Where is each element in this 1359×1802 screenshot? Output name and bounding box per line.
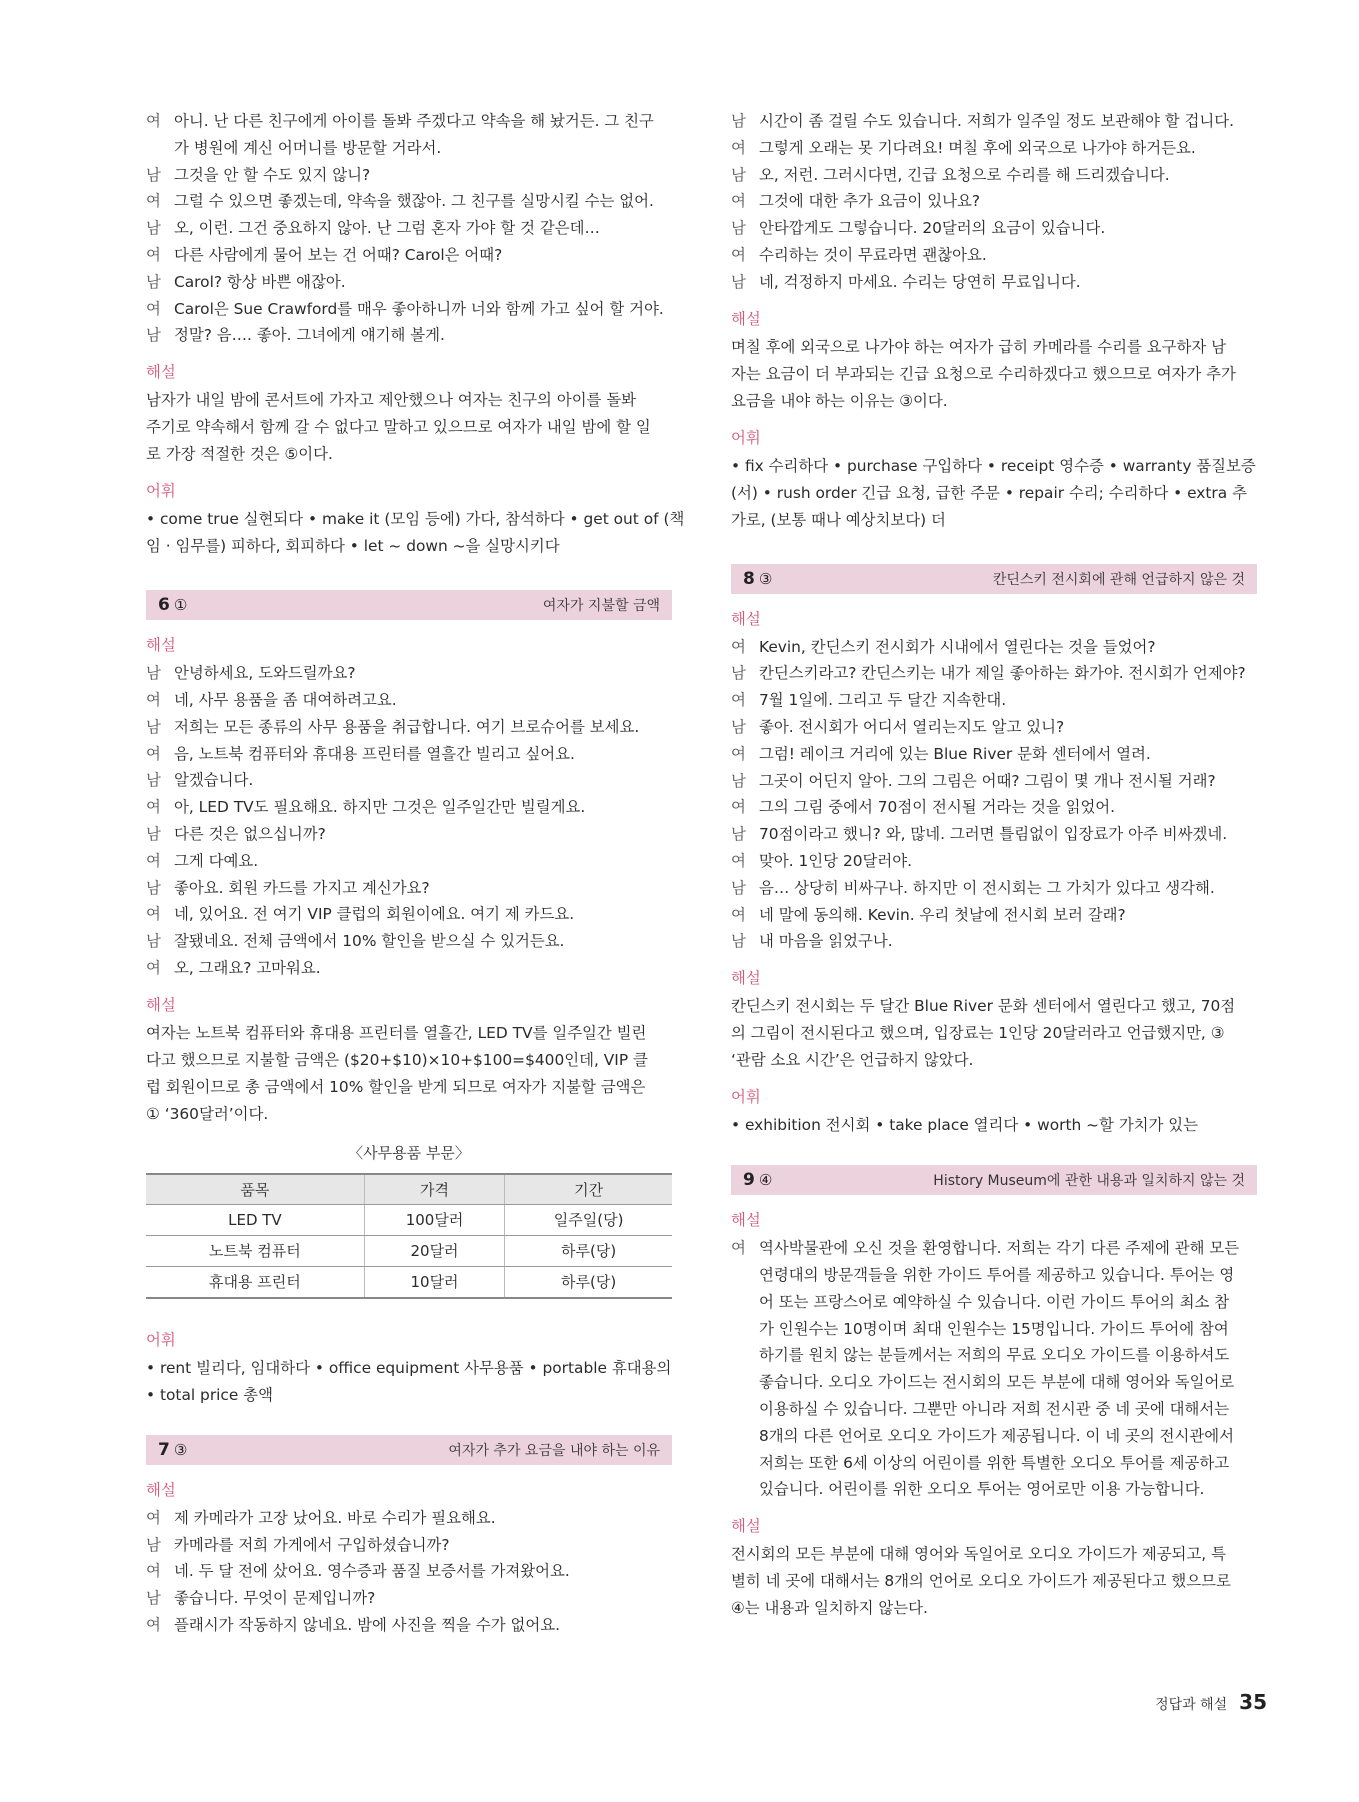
right-column bbox=[731, 108, 1257, 1622]
text-line: 로 가장 적절한 것은 ⑤이다. bbox=[146, 445, 333, 464]
speaker-label: 남 bbox=[146, 932, 161, 951]
dialogue-text: 8개의 다른 언어로 오디오 가이드가 제공됩니다. 이 네 곳의 전시관에서 bbox=[759, 1426, 1235, 1445]
speaker-label: 여 bbox=[731, 637, 746, 656]
question-9-topic: History Museum에 관한 내용과 일치하지 않는 것 bbox=[933, 1173, 1245, 1190]
office-supplies-table bbox=[146, 1173, 672, 1299]
table-cell: 일주일(당) bbox=[505, 1204, 672, 1235]
dialogue-line bbox=[731, 269, 1257, 296]
dialogue-text: 시간이 좀 걸릴 수도 있습니다. 저희가 일주일 정도 보관해야 할 겁니다. bbox=[759, 112, 1234, 130]
speaker-label: 남 bbox=[146, 1535, 161, 1554]
dialogue-text: 내 마음을 읽었구나. bbox=[759, 932, 893, 951]
dialogue-line bbox=[146, 108, 672, 135]
dialogue-5 bbox=[146, 108, 672, 349]
dialogue-text: 오, 그래요? 고마워요. bbox=[174, 958, 321, 977]
text-line: • fix 수리하다 • purchase 구입하다 • receipt 영수증 • warranty 품질보증 bbox=[731, 456, 1256, 475]
dialogue-text: 정말? 음…. 좋아. 그녀에게 얘기해 볼게. bbox=[174, 326, 445, 345]
explanation-label: 해설 bbox=[731, 969, 761, 988]
dialogue-line bbox=[146, 269, 672, 296]
speaker-label: 남 bbox=[731, 664, 746, 683]
dialogue-line bbox=[731, 1450, 1257, 1477]
text-line: 의 그림이 전시된다고 했으며, 입장료는 1인당 20달러라고 언급했지만, ③ bbox=[731, 1024, 1225, 1043]
speaker-label: 여 bbox=[146, 1508, 161, 1527]
footer-label: 정답과 해설 bbox=[1155, 1697, 1228, 1713]
text-line: 임 · 임무를) 피하다, 회피하다 • let ~ down ~을 실망시키다 bbox=[146, 537, 560, 556]
text-line: • come true 실현되다 • make it (모임 등에) 가다, 참석하다 • get out of (책 bbox=[146, 510, 685, 529]
dialogue-line bbox=[146, 955, 672, 982]
table-cell: 10달러 bbox=[364, 1266, 504, 1298]
dialogue-text: 다른 사람에게 물어 보는 건 어때? Carol은 어때? bbox=[174, 245, 503, 264]
dialogue-text: 그것을 안 할 수도 있지 않니? bbox=[174, 165, 371, 184]
speaker-label: 여 bbox=[731, 744, 746, 763]
dialogue-line bbox=[731, 242, 1257, 269]
dialogue-line bbox=[146, 687, 672, 714]
text-line: • exhibition 전시회 • take place 열리다 • worth ~할 가치가 있는 bbox=[731, 1116, 1199, 1135]
question-8-topic: 칸딘스키 전시회에 관해 언급하지 않은 것 bbox=[992, 571, 1245, 588]
speaker-label: 남 bbox=[731, 219, 746, 238]
question-6-header bbox=[146, 590, 672, 620]
dialogue-text: 좋습니다. 오디오 가이드는 전시회의 모든 부분에 대해 영어와 독일어로 bbox=[759, 1373, 1235, 1392]
text-line: 주기로 약속해서 함께 갈 수 없다고 말하고 있으므로 여자가 내일 밤에 할 일 bbox=[146, 418, 651, 437]
dialogue-line bbox=[146, 901, 672, 928]
vocab-label: 어휘 bbox=[146, 482, 176, 501]
speaker-label: 여 bbox=[146, 690, 161, 709]
dialogue-text: 저희는 또한 6세 이상의 어린이를 위한 특별한 오디오 투어를 제공하고 bbox=[759, 1453, 1230, 1472]
text-line: 며칠 후에 외국으로 나가야 하는 여자가 급히 카메라를 수리를 요구하자 남 bbox=[731, 337, 1226, 356]
speaker-label: 여 bbox=[146, 744, 161, 763]
dialogue-line bbox=[146, 660, 672, 687]
vocab-5 bbox=[146, 506, 685, 560]
text-line: 다고 했으므로 지불할 금액은 ($20+$10)×10+$100=$400인데, VIP 클 bbox=[146, 1050, 648, 1069]
dialogue-text: 수리하는 것이 무료라면 괜찮아요. bbox=[759, 245, 987, 264]
dialogue-text: 네, 사무 용품을 좀 대여하려고요. bbox=[174, 690, 397, 709]
dialogue-line bbox=[146, 848, 672, 875]
dialogue-text: 연령대의 방문객들을 위한 가이드 투어를 제공하고 있습니다. 투어는 영 bbox=[759, 1265, 1235, 1284]
dialogue-text: 그렇게 오래는 못 기다려요! 며칠 후에 외국으로 나가야 하거든요. bbox=[759, 138, 1196, 157]
text-line: 가로, (보통 때나 예상치보다) 더 bbox=[731, 510, 946, 529]
dialogue-line bbox=[731, 162, 1257, 189]
question-7-header bbox=[146, 1435, 672, 1465]
speaker-label: 남 bbox=[146, 878, 161, 897]
table-cell: 휴대용 프린터 bbox=[146, 1266, 364, 1298]
dialogue-text: 음… 상당히 비싸구나. 하지만 이 전시회는 그 가치가 있다고 생각해. bbox=[759, 878, 1215, 897]
dialogue-9 bbox=[731, 1235, 1257, 1503]
vocab-label: 어휘 bbox=[146, 1330, 176, 1349]
dialogue-line bbox=[731, 928, 1257, 955]
dialogue-text: 7월 1일에. 그리고 두 달간 지속한대. bbox=[759, 691, 1007, 710]
speaker-label: 여 bbox=[146, 905, 161, 924]
dialogue-text: 70점이라고 했니? 와, 많네. 그러면 틀림없이 입장료가 아주 비싸겠네. bbox=[759, 825, 1228, 844]
left-column bbox=[146, 108, 685, 1639]
dialogue-text: 좋아요. 회원 카드를 가지고 계신가요? bbox=[174, 878, 430, 897]
explanation-8 bbox=[731, 993, 1257, 1074]
dialogue-text: 네, 걱정하지 마세요. 수리는 당연히 무료입니다. bbox=[759, 272, 1081, 291]
table-cell: 하루(당) bbox=[505, 1266, 672, 1298]
dialogue-text: 가 병원에 계신 어머니를 방문할 거라서. bbox=[174, 138, 442, 157]
question-6-topic: 여자가 지불할 금액 bbox=[542, 598, 660, 615]
dialogue-text: 네 말에 동의해. Kevin. 우리 첫날에 전시회 보러 갈래? bbox=[759, 905, 1126, 924]
dialogue-line bbox=[731, 902, 1257, 929]
page-footer bbox=[1155, 1690, 1267, 1714]
table-row bbox=[146, 1266, 672, 1298]
speaker-label: 여 bbox=[731, 905, 746, 924]
dialogue-text: 오, 저런. 그러시다면, 긴급 요청으로 수리를 해 드리겠습니다. bbox=[759, 165, 1170, 184]
speaker-label: 남 bbox=[146, 824, 161, 843]
dialogue-line bbox=[731, 1289, 1257, 1316]
dialogue-line bbox=[731, 875, 1257, 902]
speaker-label: 여 bbox=[146, 245, 161, 264]
dialogue-line bbox=[146, 242, 672, 269]
question-7-topic: 여자가 추가 요금을 내야 하는 이유 bbox=[448, 1442, 660, 1459]
speaker-label: 여 bbox=[146, 1615, 161, 1634]
speaker-label: 남 bbox=[146, 165, 161, 184]
explanation-label: 해설 bbox=[146, 995, 176, 1014]
text-line: 럽 회원이므로 총 금액에서 10% 할인을 받게 되므로 여자가 지불할 금액은 bbox=[146, 1077, 646, 1096]
dialogue-line bbox=[731, 660, 1257, 687]
speaker-label: 여 bbox=[146, 798, 161, 817]
vocab-7 bbox=[731, 453, 1257, 534]
dialogue-line bbox=[731, 687, 1257, 714]
speaker-label: 남 bbox=[731, 272, 746, 291]
table-header: 기간 bbox=[505, 1174, 672, 1205]
dialogue-line bbox=[731, 135, 1257, 162]
dialogue-text: 칸딘스키라고? 칸딘스키는 내가 제일 좋아하는 화가야. 전시회가 언제야? bbox=[759, 664, 1246, 683]
text-line: 남자가 내일 밤에 콘서트에 가자고 제안했으나 여자는 친구의 아이를 돌봐 bbox=[146, 391, 637, 410]
dialogue-text: 플래시가 작동하지 않네요. 밤에 사진을 찍을 수가 없어요. bbox=[174, 1615, 560, 1634]
dialogue-text: 안타깝게도 그렇습니다. 20달러의 요금이 있습니다. bbox=[759, 219, 1106, 238]
dialogue-text: 이용하실 수 있습니다. 그뿐만 아니라 저희 전시관 중 네 곳에 대해서는 bbox=[759, 1399, 1230, 1418]
dialogue-line bbox=[731, 1396, 1257, 1423]
dialogue-text: 제 카메라가 고장 났어요. 바로 수리가 필요해요. bbox=[174, 1508, 496, 1527]
dialogue-text: 카메라를 저희 가게에서 구입하셨습니까? bbox=[174, 1535, 450, 1554]
page-number: 35 bbox=[1239, 1690, 1267, 1714]
dialogue-line bbox=[731, 188, 1257, 215]
speaker-label: 여 bbox=[146, 299, 161, 318]
speaker-label: 남 bbox=[731, 165, 746, 184]
speaker-label: 남 bbox=[146, 717, 161, 736]
dialogue-line bbox=[731, 821, 1257, 848]
speaker-label: 남 bbox=[146, 771, 161, 790]
question-6-number: 6 ① bbox=[158, 595, 188, 616]
speaker-label: 남 bbox=[731, 717, 746, 736]
dialogue-text: 그곳이 어딘지 알아. 그의 그림은 어때? 그림이 몇 개나 전시될 거래? bbox=[759, 771, 1216, 790]
dialogue-text: 안녕하세요, 도와드릴까요? bbox=[174, 664, 356, 683]
speaker-label: 남 bbox=[146, 1589, 161, 1608]
text-line: ④는 내용과 일치하지 않는다. bbox=[731, 1599, 928, 1618]
dialogue-text: 저희는 모든 종류의 사무 용품을 취급합니다. 여기 브로슈어를 보세요. bbox=[174, 717, 640, 736]
dialogue-line bbox=[731, 1423, 1257, 1450]
explanation-7 bbox=[731, 334, 1257, 415]
explanation-label: 해설 bbox=[146, 1480, 176, 1499]
dialogue-text: 역사박물관에 오신 것을 환영합니다. 저희는 각기 다른 주제에 관해 모든 bbox=[759, 1239, 1240, 1258]
table-cell: 100달러 bbox=[364, 1204, 504, 1235]
dialogue-line bbox=[731, 215, 1257, 242]
dialogue-text: 그럴 수 있으면 좋겠는데, 약속을 했잖아. 그 친구를 실망시킬 수는 없어. bbox=[174, 192, 654, 211]
explanation-label: 해설 bbox=[731, 309, 761, 328]
dialogue-text: 좋아. 전시회가 어디서 열리는지도 알고 있니? bbox=[759, 717, 1065, 736]
speaker-label: 남 bbox=[146, 664, 161, 683]
dialogue-line bbox=[146, 875, 672, 902]
speaker-label: 여 bbox=[731, 192, 746, 211]
text-line: 여자는 노트북 컴퓨터와 휴대용 프린터를 열흘간, LED TV를 일주일간 빌린 bbox=[146, 1023, 647, 1042]
vocab-label: 어휘 bbox=[731, 428, 761, 447]
dialogue-text: 맞아. 1인당 20달러야. bbox=[759, 851, 913, 870]
table-cell: 노트북 컴퓨터 bbox=[146, 1235, 364, 1266]
speaker-label: 여 bbox=[731, 851, 746, 870]
vocab-8 bbox=[731, 1112, 1257, 1139]
dialogue-text: 다른 것은 없으십니까? bbox=[174, 824, 326, 843]
table-caption: 〈사무용품 부문〉 bbox=[348, 1143, 470, 1162]
explanation-label: 해설 bbox=[146, 363, 176, 382]
dialogue-text: 하기를 원치 않는 분들께서는 저희의 무료 오디오 가이드를 이용하셔도 bbox=[759, 1346, 1230, 1365]
text-line: 요금을 내야 하는 이유는 ③이다. bbox=[731, 391, 948, 410]
dialogue-7b bbox=[731, 108, 1257, 296]
speaker-label: 남 bbox=[146, 326, 161, 345]
text-line: 자는 요금이 더 부과되는 긴급 요청으로 수리하겠다고 했으므로 여자가 추가 bbox=[731, 364, 1236, 383]
dialogue-text: 그의 그림 중에서 70점이 전시될 거라는 것을 읽었어. bbox=[759, 798, 1116, 817]
explanation-label: 해설 bbox=[731, 1211, 761, 1230]
table-header: 품목 bbox=[146, 1174, 364, 1205]
dialogue-line bbox=[146, 296, 672, 323]
dialogue-text: 그것에 대한 추가 요금이 있나요? bbox=[759, 192, 981, 211]
explanation-label: 해설 bbox=[731, 1517, 761, 1536]
dialogue-line bbox=[731, 634, 1257, 661]
dialogue-line bbox=[146, 188, 672, 215]
speaker-label: 남 bbox=[731, 771, 746, 790]
dialogue-line bbox=[146, 767, 672, 794]
dialogue-text: 아니. 난 다른 친구에게 아이를 돌봐 주겠다고 약속을 해 놨거든. 그 친구 bbox=[174, 112, 654, 130]
table-cell: 20달러 bbox=[364, 1235, 504, 1266]
speaker-label: 여 bbox=[731, 798, 746, 817]
dialogue-line bbox=[731, 848, 1257, 875]
dialogue-text: 음, 노트북 컴퓨터와 휴대용 프린터를 열흘간 빌리고 싶어요. bbox=[174, 744, 575, 763]
dialogue-text: 잘됐네요. 전체 금액에서 10% 할인을 받으실 수 있거든요. bbox=[174, 932, 565, 951]
dialogue-text: 어 또는 프랑스어로 예약하실 수 있습니다. 이런 가이드 투어의 최소 참 bbox=[759, 1292, 1230, 1311]
dialogue-text: 네, 있어요. 전 여기 VIP 클럽의 회원이에요. 여기 제 카드요. bbox=[174, 905, 575, 924]
dialogue-line bbox=[146, 794, 672, 821]
dialogue-line bbox=[731, 794, 1257, 821]
dialogue-text: Carol? 항상 바쁜 애잖아. bbox=[174, 272, 346, 291]
speaker-label: 남 bbox=[731, 112, 746, 130]
question-9-header bbox=[731, 1165, 1257, 1195]
dialogue-text: 그게 다예요. bbox=[174, 851, 259, 870]
dialogue-line bbox=[146, 215, 672, 242]
dialogue-text: 그럼! 레이크 거리에 있는 Blue River 문화 센터에서 열려. bbox=[759, 744, 1151, 763]
vocab-6 bbox=[146, 1355, 672, 1409]
dialogue-line bbox=[731, 741, 1257, 768]
explanation-6 bbox=[146, 1020, 672, 1128]
dialogue-line bbox=[146, 1612, 672, 1639]
dialogue-line bbox=[146, 1505, 672, 1532]
speaker-label: 남 bbox=[146, 272, 161, 291]
dialogue-line bbox=[146, 821, 672, 848]
text-line: ‘관람 소요 시간’은 언급하지 않았다. bbox=[731, 1051, 974, 1070]
text-line: 칸딘스키 전시회는 두 달간 Blue River 문화 센터에서 열린다고 했고, 70점 bbox=[731, 997, 1236, 1016]
dialogue-line bbox=[731, 1316, 1257, 1343]
dialogue-text: 네. 두 달 전에 샀어요. 영수증과 품질 보증서를 가져왔어요. bbox=[174, 1562, 570, 1581]
speaker-label: 여 bbox=[146, 958, 161, 977]
question-8-number: 8 ③ bbox=[743, 568, 773, 589]
speaker-label: 여 bbox=[731, 1239, 746, 1258]
speaker-label: 여 bbox=[731, 138, 746, 157]
explanation-9 bbox=[731, 1541, 1257, 1622]
dialogue-8 bbox=[731, 634, 1257, 956]
table-row bbox=[146, 1204, 672, 1235]
dialogue-text: 알겠습니다. bbox=[174, 771, 254, 790]
dialogue-line bbox=[146, 135, 672, 162]
dialogue-line bbox=[731, 714, 1257, 741]
text-line: (서) • rush order 긴급 요청, 급한 주문 • repair 수리; 수리하다 • extra 추 bbox=[731, 483, 1247, 502]
speaker-label: 여 bbox=[146, 112, 161, 130]
dialogue-line bbox=[146, 162, 672, 189]
speaker-label: 남 bbox=[146, 219, 161, 238]
dialogue-line bbox=[146, 1532, 672, 1559]
question-7-number: 7 ③ bbox=[158, 1439, 188, 1460]
dialogue-text: Carol은 Sue Crawford를 매우 좋아하니까 너와 함께 가고 싶어 할 거야. bbox=[174, 299, 664, 318]
text-line: 전시회의 모든 부분에 대해 영어와 독일어로 오디오 가이드가 제공되고, 특 bbox=[731, 1545, 1226, 1564]
table-header: 가격 bbox=[364, 1174, 504, 1205]
dialogue-7a bbox=[146, 1505, 672, 1639]
table-row bbox=[146, 1235, 672, 1266]
dialogue-text: 아, LED TV도 필요해요. 하지만 그것은 일주일간만 빌릴게요. bbox=[174, 798, 586, 817]
speaker-label: 여 bbox=[146, 851, 161, 870]
dialogue-line bbox=[146, 322, 672, 349]
dialogue-line bbox=[146, 741, 672, 768]
dialogue-line bbox=[731, 1342, 1257, 1369]
text-line: ① ‘360달러’이다. bbox=[146, 1104, 269, 1123]
vocab-label: 어휘 bbox=[731, 1088, 761, 1107]
dialogue-text: Kevin, 칸딘스키 전시회가 시내에서 열린다는 것을 들었어? bbox=[759, 637, 1156, 656]
speaker-label: 남 bbox=[731, 932, 746, 951]
dialogue-line bbox=[731, 1235, 1257, 1262]
dialogue-line bbox=[146, 714, 672, 741]
table-cell: LED TV bbox=[146, 1204, 364, 1235]
explanation-label: 해설 bbox=[731, 609, 761, 628]
dialogue-text: 좋습니다. 무엇이 문제입니까? bbox=[174, 1589, 376, 1608]
speaker-label: 여 bbox=[731, 691, 746, 710]
speaker-label: 남 bbox=[731, 878, 746, 897]
dialogue-6 bbox=[146, 660, 672, 982]
dialogue-line bbox=[731, 108, 1257, 135]
dialogue-line bbox=[146, 1558, 672, 1585]
text-line: • rent 빌리다, 임대하다 • office equipment 사무용품 • portable 휴대용의 bbox=[146, 1358, 672, 1377]
question-9-number: 9 ④ bbox=[743, 1170, 773, 1191]
dialogue-line bbox=[146, 1585, 672, 1612]
speaker-label: 남 bbox=[731, 825, 746, 844]
dialogue-line bbox=[146, 928, 672, 955]
dialogue-text: 가 인원수는 10명이며 최대 인원수는 15명입니다. 가이드 투어에 참여 bbox=[759, 1319, 1229, 1338]
speaker-label: 여 bbox=[146, 192, 161, 211]
explanation-5 bbox=[146, 387, 672, 468]
dialogue-line bbox=[731, 1369, 1257, 1396]
dialogue-text: 있습니다. 어린이를 위한 오디오 투어는 영어로만 이용 가능합니다. bbox=[759, 1480, 1205, 1499]
speaker-label: 여 bbox=[146, 1562, 161, 1581]
table-cell: 하루(당) bbox=[505, 1235, 672, 1266]
speaker-label: 여 bbox=[731, 245, 746, 264]
dialogue-line bbox=[731, 1262, 1257, 1289]
text-line: • total price 총액 bbox=[146, 1385, 273, 1404]
text-line: 별히 네 곳에 대해서는 8개의 언어로 오디오 가이드가 제공된다고 했으므로 bbox=[731, 1572, 1231, 1591]
dialogue-line bbox=[731, 1476, 1257, 1503]
explanation-label: 해설 bbox=[146, 636, 176, 655]
question-8-header bbox=[731, 564, 1257, 594]
dialogue-text: 오, 이런. 그건 중요하지 않아. 난 그럼 혼자 가야 할 것 같은데… bbox=[174, 219, 600, 238]
dialogue-line bbox=[731, 768, 1257, 795]
